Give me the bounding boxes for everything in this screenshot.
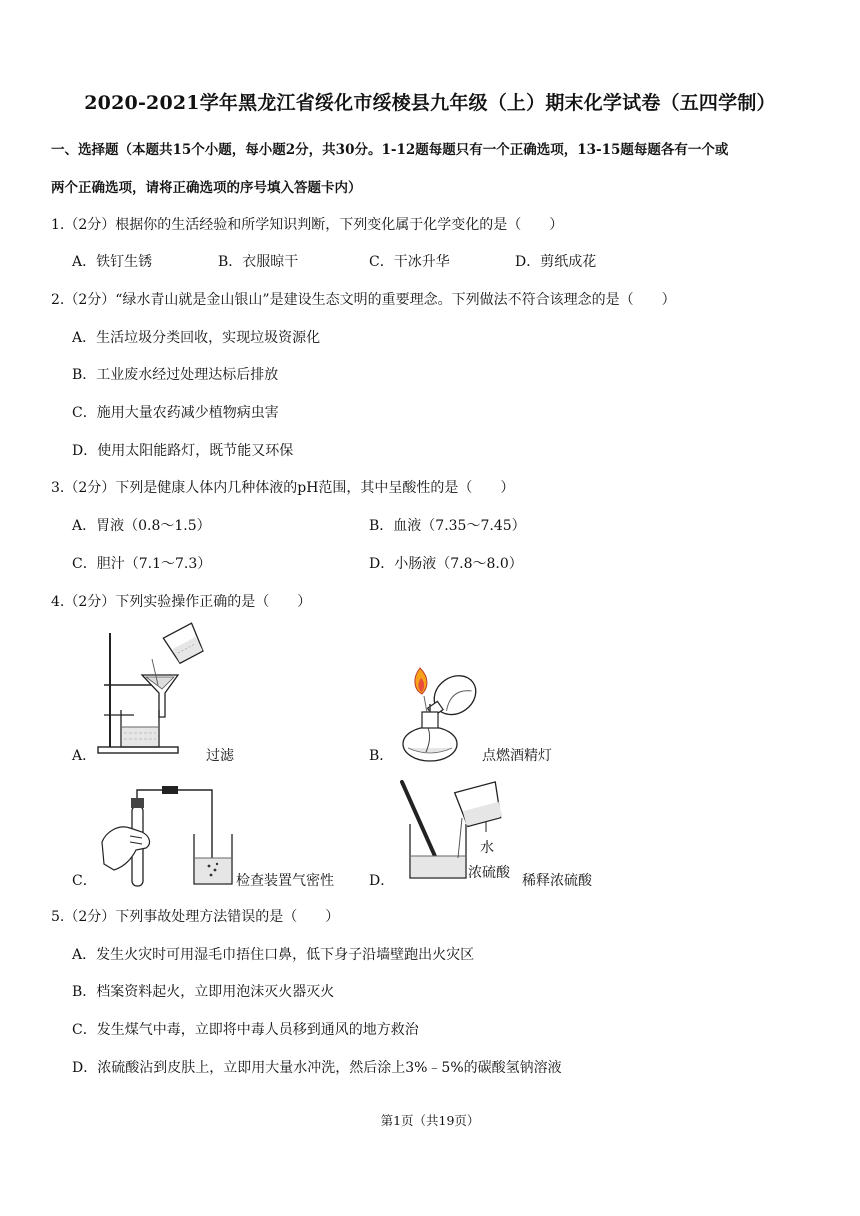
question-1-stem: 1.（2分）根据你的生活经验和所学知识判断，下列变化属于化学变化的是（ ）	[51, 217, 564, 233]
question-2-option-b: B．工业废水经过处理达标后排放	[72, 367, 279, 383]
alcohol-lamp-illustration	[398, 660, 488, 765]
question-5-option-c: C．发生煤气中毒，立即将中毒人员移到通风的地方救治	[72, 1022, 419, 1038]
question-5-option-d: D．浓硫酸沾到皮肤上，立即用大量水冲洗，然后涂上3%﹣5%的碳酸氢钠溶液	[72, 1060, 562, 1076]
question-2-option-c: C．施用大量农药减少植物病虫害	[72, 405, 279, 421]
question-1-option-b: B．衣服晾干	[218, 254, 299, 270]
question-4-caption-c: 检查装置气密性	[236, 873, 334, 889]
question-5-stem: 5.（2分）下列事故处理方法错误的是（ ）	[51, 909, 340, 925]
question-3-option-a: A．胃液（0.8～1.5）	[72, 518, 211, 534]
question-2-option-a: A．生活垃圾分类回收，实现垃圾资源化	[72, 330, 321, 346]
question-4-option-d: D．	[369, 873, 395, 889]
filtration-illustration	[96, 625, 206, 765]
question-4-caption-a: 过滤	[206, 748, 234, 764]
airtightness-check-illustration	[96, 784, 236, 888]
acid-label: 浓硫酸	[468, 865, 510, 881]
dilute-acid-illustration	[400, 780, 530, 884]
question-3-option-d: D．小肠液（7.8～8.0）	[369, 556, 523, 572]
question-3-stem: 3.（2分）下列是健康人体内几种体液的pH范围，其中呈酸性的是（ ）	[51, 480, 515, 496]
question-4-caption-b: 点燃酒精灯	[482, 748, 552, 764]
question-5-option-a: A．发生火灾时可用湿毛巾捂住口鼻，低下身子沿墙壁跑出火灾区	[72, 947, 475, 963]
question-1-option-c: C．干冰升华	[369, 254, 450, 270]
question-5-option-b: B．档案资料起火，立即用泡沫灭火器灭火	[72, 984, 335, 1000]
question-1-option-d: D．剪纸成花	[515, 254, 597, 270]
question-3-option-c: C．胆汁（7.1～7.3）	[72, 556, 212, 572]
question-4-caption-d: 稀释浓硫酸	[522, 873, 592, 889]
question-3-option-b: B．血液（7.35～7.45）	[369, 518, 526, 534]
water-label: 水	[480, 840, 494, 856]
question-2-option-d: D．使用太阳能路灯，既节能又环保	[72, 443, 294, 459]
question-2-stem: 2.（2分）“绿水青山就是金山银山”是建设生态文明的重要理念。下列做法不符合该理念的是（ ）	[51, 292, 676, 308]
question-4-option-a: A．	[72, 748, 97, 764]
question-4-option-c: C．	[72, 873, 97, 889]
question-4-stem: 4.（2分）下列实验操作正确的是（ ）	[51, 594, 312, 610]
section-heading-line2: 两个正确选项，请将正确选项的序号填入答题卡内）	[51, 180, 362, 196]
page-footer: 第1页（共19页）	[380, 1113, 480, 1128]
question-1-option-a: A．铁钉生锈	[72, 254, 153, 270]
question-4-option-b: B．	[369, 748, 394, 764]
page-title: 2020-2021学年黑龙江省绥化市绥棱县九年级（上）期末化学试卷（五四学制）	[84, 92, 776, 114]
section-heading-line1: 一、选择题（本题共15个小题，每小题2分，共30分。1-12题每题只有一个正确选项，13-15题每题各有一个或	[51, 142, 729, 158]
